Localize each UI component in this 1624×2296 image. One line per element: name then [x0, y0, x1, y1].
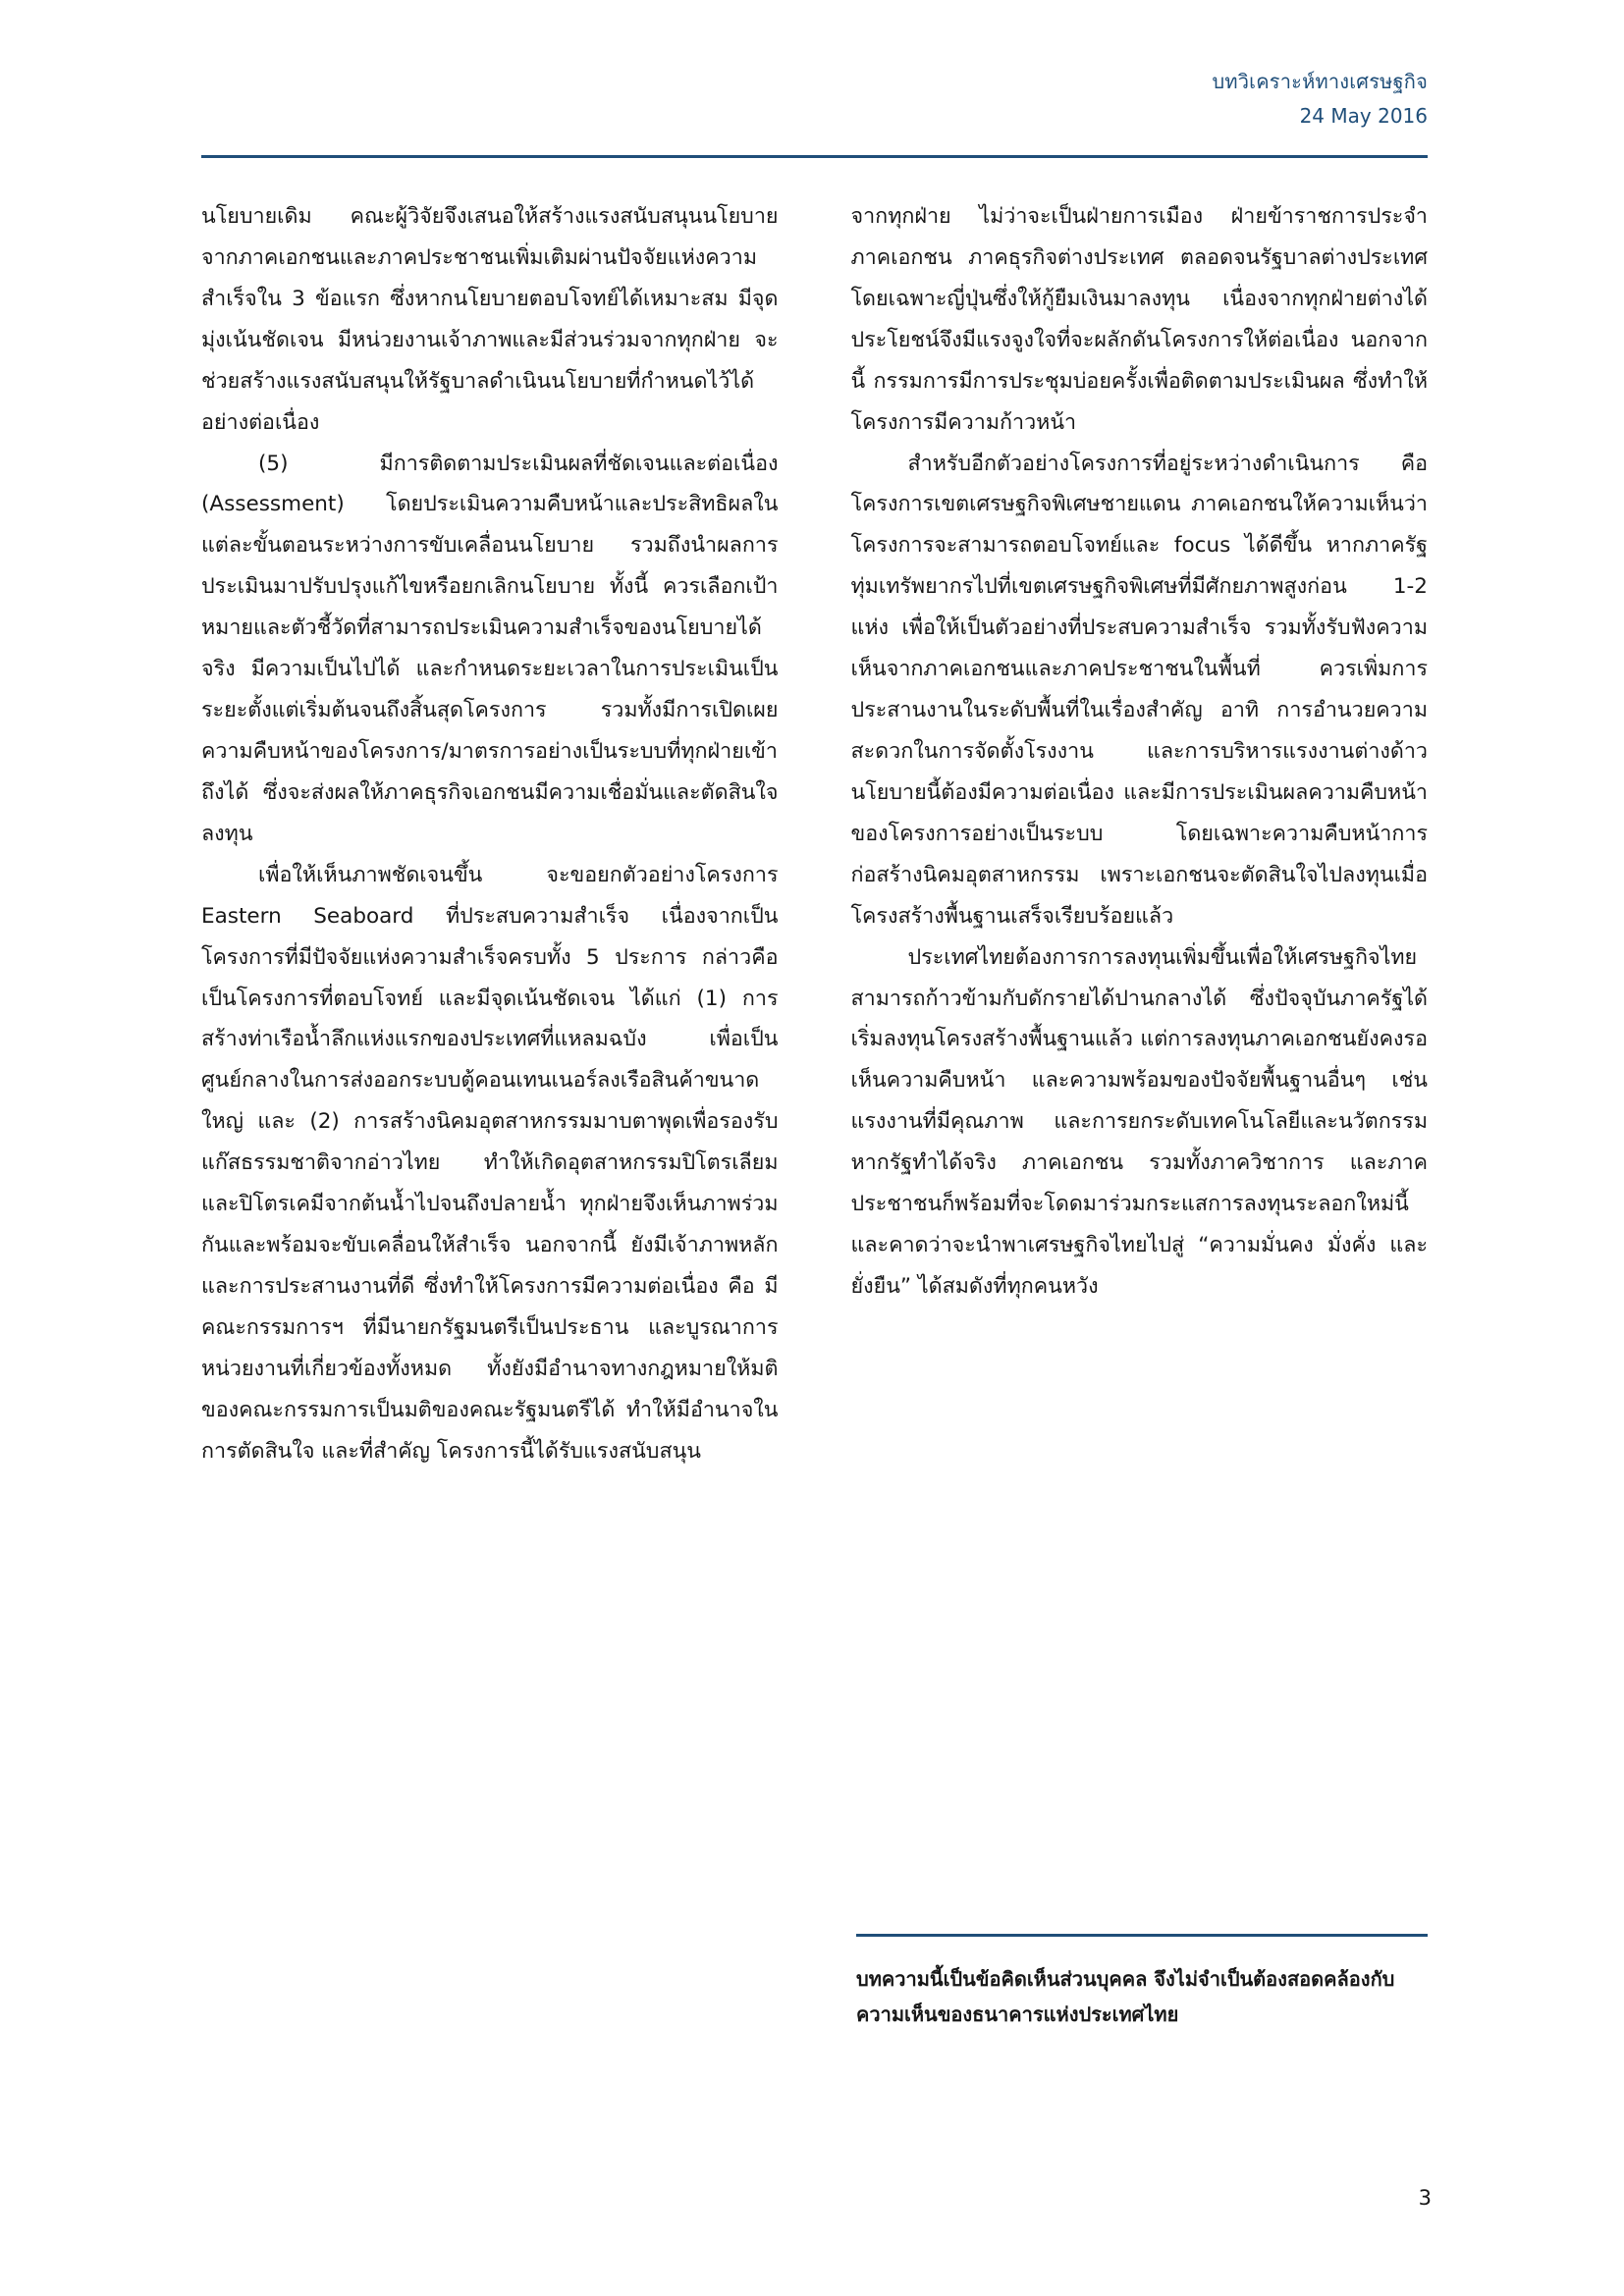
paragraph: สำหรับอีกตัวอย่างโครงการที่อยู่ระหว่างดำเนินการ คือ โครงการเขตเศรษฐกิจพิเศษชายแดน ภาคเอกชนให้ความเห็นว่า โครงการจะสามารถตอบโจทย์และ focus ได้ดีขึ้น หากภาครัฐทุ่มเทรัพยากรไปที่เขตเศรษฐกิจพิเศษที่มีศักยภาพสูงก่อน 1-2 แห่ง เพื่อให้เป็นตัวอย่างที่ประสบความสำเร็จ รวมทั้งรับฟังความเห็นจากภาคเอกชนและภาคประชาชนในพื้นที่ ควรเพิ่มการประสานงานในระดับพื้นที่ในเรื่องสำคัญ อาทิ การอำนวยความสะดวกในการจัดตั้งโรงงาน และการบริหารแรงงานต่างด้าว นโยบายนี้ต้องมีความต่อเนื่อง และมีการประเมินผลความคืบหน้าของโครงการอย่างเป็นระบบ โดยเฉพาะความคืบหน้าการก่อสร้างนิคมอุตสาหกรรม เพราะเอกชนจะตัดสินใจไปลงทุนเมื่อโครงสร้างพื้นฐานเสร็จเรียบร้อยแล้ว: [850, 451, 1428, 929]
disclaimer-note: บทความนี้เป็นข้อคิดเห็นส่วนบุคคล จึงไม่จำเป็นต้องสอดคล้องกับความเห็นของธนาคารแห่งประเทศไทย: [856, 1967, 1395, 2026]
paragraph: (5) มีการติดตามประเมินผลที่ชัดเจนและต่อเนื่อง (Assessment) โดยประเมินความคืบหน้าและประสิทธิผลในแต่ละขั้นตอนระหว่างการขับเคลื่อนนโยบาย รวมถึงนำผลการประเมินมาปรับปรุงแก้ไขหรือยกเลิกนโยบาย ทั้งนี้ ควรเลือกเป้าหมายและตัวชี้วัดที่สามารถประเมินความสำเร็จของนโยบายได้จริง มีความเป็นไปได้ และกำหนดระยะเวลาในการประเมินเป็นระยะตั้งแต่เริ่มต้นจนถึงสิ้นสุดโครงการ รวมทั้งมีการเปิดเผยความคืบหน้าของโครงการ/มาตรการอย่างเป็นระบบที่ทุกฝ่ายเข้าถึงได้ ซึ่งจะส่งผลให้ภาคธุรกิจเอกชนมีความเชื่อมั่นและตัดสินใจลงทุน: [201, 451, 779, 846]
paragraph: ประเทศไทยต้องการการลงทุนเพิ่มขึ้นเพื่อให้เศรษฐกิจไทยสามารถก้าวข้ามกับดักรายได้ปานกลางได้ ซึ่งปัจจุบันภาครัฐได้เริ่มลงทุนโครงสร้างพื้นฐานแล้ว แต่การลงทุนภาคเอกชนยังคงรอเห็นความคืบหน้า และความพร้อมของปัจจัยพื้นฐานอื่นๆ เช่น แรงงานที่มีคุณภาพ และการยกระดับเทคโนโลยีและนวัตกรรม หากรัฐทำได้จริง ภาคเอกชน รวมทั้งภาควิชาการ และภาคประชาชนก็พร้อมที่จะโดดมาร่วมกระแสการลงทุนระลอกใหม่นี้ และคาดว่าจะนำพาเศรษฐกิจไทยไปสู่ “ความมั่นคง มั่งคั่ง และยั่งยืน” ได้สมดังที่ทุกคนหวัง: [850, 944, 1428, 1299]
page-header: [1212, 67, 1428, 132]
body-columns: [201, 196, 1428, 1472]
document-date: 24 May 2016: [1299, 104, 1428, 128]
left-column: [201, 196, 779, 1472]
header-divider: [201, 155, 1428, 158]
right-column: [851, 196, 1429, 1472]
footer-divider: [856, 1934, 1428, 1937]
document-title: บทวิเคราะห์ทางเศรษฐกิจ: [1212, 70, 1428, 93]
page-number: 3: [1418, 2186, 1432, 2210]
paragraph: จากทุกฝ่าย ไม่ว่าจะเป็นฝ่ายการเมือง ฝ่ายข้าราชการประจำ ภาคเอกชน ภาคธุรกิจต่างประเทศ ตลอดจนรัฐบาลต่างประเทศ โดยเฉพาะญี่ปุ่นซึ่งให้กู้ยืมเงินมาลงทุน เนื่องจากทุกฝ่ายต่างได้ประโยชน์จึงมีแรงจูงใจที่จะผลักดันโครงการให้ต่อเนื่อง นอกจากนี้ กรรมการมีการประชุมบ่อยครั้งเพื่อติดตามประเมินผล ซึ่งทำให้โครงการมีความก้าวหน้า: [850, 204, 1428, 435]
paragraph: เพื่อให้เห็นภาพชัดเจนขึ้น จะขอยกตัวอย่างโครงการ Eastern Seaboard ที่ประสบความสำเร็จ เนื่องจากเป็นโครงการที่มีปัจจัยแห่งความสำเร็จครบทั้ง 5 ประการ กล่าวคือ เป็นโครงการที่ตอบโจทย์ และมีจุดเน้นชัดเจน ได้แก่ (1) การสร้างท่าเรือน้ำลึกแห่งแรกของประเทศที่แหลมฉบัง เพื่อเป็นศูนย์กลางในการส่งออกระบบตู้คอนเทนเนอร์ลงเรือสินค้าขนาดใหญ่ และ (2) การสร้างนิคมอุตสาหกรรมมาบตาพุดเพื่อรองรับแก๊สธรรมชาติจากอ่าวไทย ทำให้เกิดอุตสาหกรรมปิโตรเลียมและปิโตรเคมีจากต้นน้ำไปจนถึงปลายน้ำ ทุกฝ่ายจึงเห็นภาพร่วมกันและพร้อมจะขับเคลื่อนให้สำเร็จ นอกจากนี้ ยังมีเจ้าภาพหลักและการประสานงานที่ดี ซึ่งทำให้โครงการมีความต่อเนื่อง คือ มีคณะกรรมการฯ ที่มีนายกรัฐมนตรีเป็นประธาน และบูรณาการหน่วยงานที่เกี่ยวข้องทั้งหมด ทั้งยังมีอำนาจทางกฎหมายให้มติของคณะกรรมการเป็นมติของคณะรัฐมนตรีได้ ทำให้มีอำนาจในการตัดสินใจ และที่สำคัญ โครงการนี้ได้รับแรงสนับสนุน: [201, 862, 779, 1464]
paragraph: นโยบายเดิม คณะผู้วิจัยจึงเสนอให้สร้างแรงสนับสนุนนโยบายจากภาคเอกชนและภาคประชาชนเพิ่มเติมผ่านปัจจัยแห่งความสำเร็จใน 3 ข้อแรก ซึ่งหากนโยบายตอบโจทย์ได้เหมาะสม มีจุดมุ่งเน้นชัดเจน มีหน่วยงานเจ้าภาพและมีส่วนร่วมจากทุกฝ่าย จะช่วยสร้างแรงสนับสนุนให้รัฐบาลดำเนินนโยบายที่กำหนดไว้ได้อย่างต่อเนื่อง: [201, 204, 779, 435]
